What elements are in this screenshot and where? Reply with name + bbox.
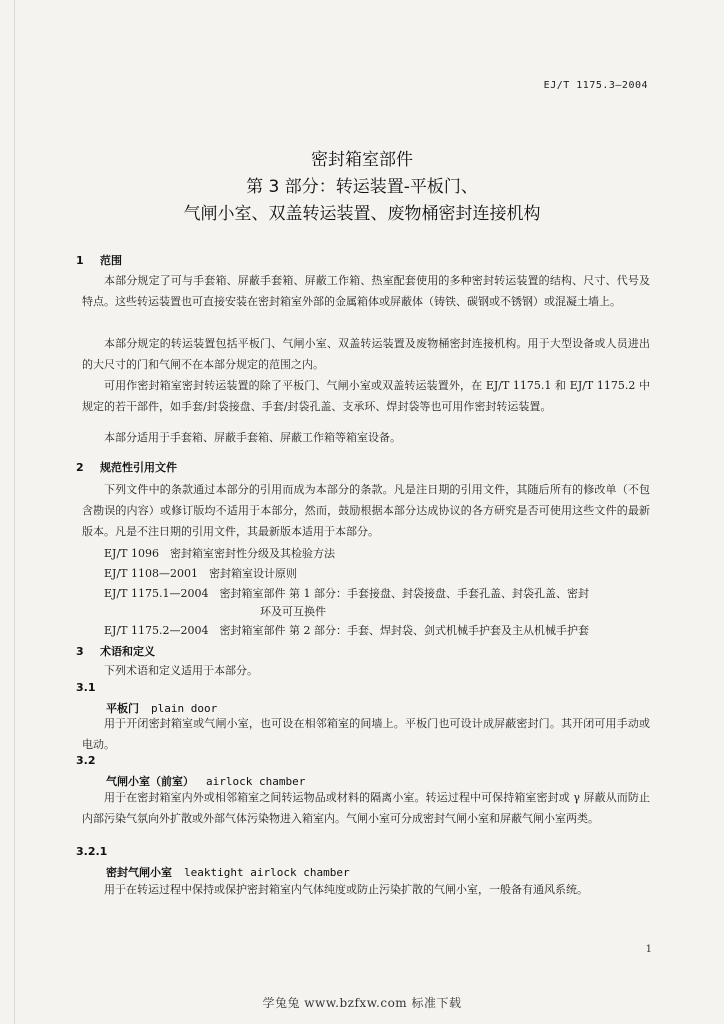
title-line-1: 密封箱室部件: [311, 150, 413, 170]
section-title: 规范性引用文件: [100, 461, 177, 474]
term-english: airlock chamber: [206, 775, 306, 788]
reference-item-continuation: 环及可互换件: [260, 605, 326, 618]
section-1-paragraph-4: 本部分适用于手套箱、屏蔽手套箱、屏蔽工作箱等箱室设备。: [104, 431, 401, 444]
section-number: 2: [76, 461, 84, 474]
term-definition: 用于开闭密封箱室或气闸小室，也可设在相邻箱室的间墙上。平板门也可设计成屏蔽密封门。其开闭可用手动或电动。: [82, 717, 650, 751]
section-title: 范围: [100, 254, 122, 267]
reference-item: EJ/T 1108—2001 密封箱室设计原则: [104, 567, 297, 580]
footer-watermark: 学兔兔 www.bzfxw.com 标准下载: [262, 996, 462, 1010]
clause-number: 3.2.1: [76, 845, 108, 858]
document-title: [0, 147, 724, 228]
term-english: plain door: [151, 702, 218, 715]
term-definition: 用于在转运过程中保持或保护密封箱室内气体纯度或防止污染扩散的气闸小室，一般备有通风系统。: [104, 883, 588, 896]
standard-code: EJ/T 1175.3—2004: [543, 80, 648, 91]
clause-number: 3.2: [76, 754, 96, 767]
term-heading: [106, 864, 350, 880]
section-title: 术语和定义: [100, 645, 155, 658]
section-1-heading: [76, 252, 122, 268]
section-number: 3: [76, 645, 84, 658]
term-english: leaktight airlock chamber: [184, 866, 350, 879]
term-chinese: 气闸小室（前室）: [106, 775, 194, 788]
reference-item: EJ/T 1096 密封箱室密封性分级及其检验方法: [104, 547, 335, 560]
term-definition: 用于在密封箱室内外或相邻箱室之间转运物品或材料的隔离小室。转运过程中可保持箱室密封或 γ 屏蔽从而防止内部污染气氛向外扩散或外部气体污染物进入箱室内。气闸小室可分成密封气闸小室和屏蔽气闸小室两类。: [82, 791, 650, 825]
term-chinese: 密封气闸小室: [106, 866, 172, 879]
title-line-3: 气闸小室、双盖转运装置、废物桶密封连接机构: [183, 204, 541, 224]
section-2-heading: [76, 459, 177, 475]
section-2-paragraph-1: 下列文件中的条款通过本部分的引用而成为本部分的条款。凡是注日期的引用文件，其随后所有的修改单（不包含勘误的内容）或修订版均不适用于本部分，然而，鼓励根据本部分达成协议的各方研究是否可使用这些文件的最新版本。凡是不注日期的引用文件，其最新版本适用于本部分。: [82, 483, 650, 538]
title-line-2: 第 3 部分：转运装置-平板门、: [246, 177, 478, 197]
reference-item: EJ/T 1175.2—2004 密封箱室部件 第 2 部分：手套、焊封袋、剑式机械手护套及主从机械手护套: [104, 624, 589, 637]
section-number: 1: [76, 254, 84, 267]
section-1-paragraph-2: 本部分规定的转运装置包括平板门、气闸小室、双盖转运装置及废物桶密封连接机构。用于大型设备或人员进出的大尺寸的门和气闸不在本部分规定的范围之内。: [82, 337, 650, 371]
reference-item: EJ/T 1175.1—2004 密封箱室部件 第 1 部分：手套接盘、封袋接盘、手套孔盖、封袋孔盖、密封: [104, 587, 589, 600]
clause-number: 3.1: [76, 681, 96, 694]
page-number: 1: [645, 944, 652, 955]
term-chinese: 平板门: [106, 702, 139, 715]
section-3-heading: [76, 643, 155, 659]
section-1-paragraph-1: 本部分规定了可与手套箱、屏蔽手套箱、屏蔽工作箱、热室配套使用的多种密封转运装置的结构、尺寸、代号及特点。这些转运装置也可直接安装在密封箱室外部的金属箱体或屏蔽体（铸铁、碳钢或不锈钢）或混凝土墙上。: [82, 274, 650, 308]
section-1-paragraph-3: 可用作密封箱室密封转运装置的除了平板门、气闸小室或双盖转运装置外，在 EJ/T 1175.1 和 EJ/T 1175.2 中规定的若干部件，如手套/封袋接盘、手套/封袋孔盖、支承环、焊封袋等也可用作密封转运装置。: [82, 379, 650, 413]
section-3-intro: 下列术语和定义适用于本部分。: [104, 664, 258, 677]
